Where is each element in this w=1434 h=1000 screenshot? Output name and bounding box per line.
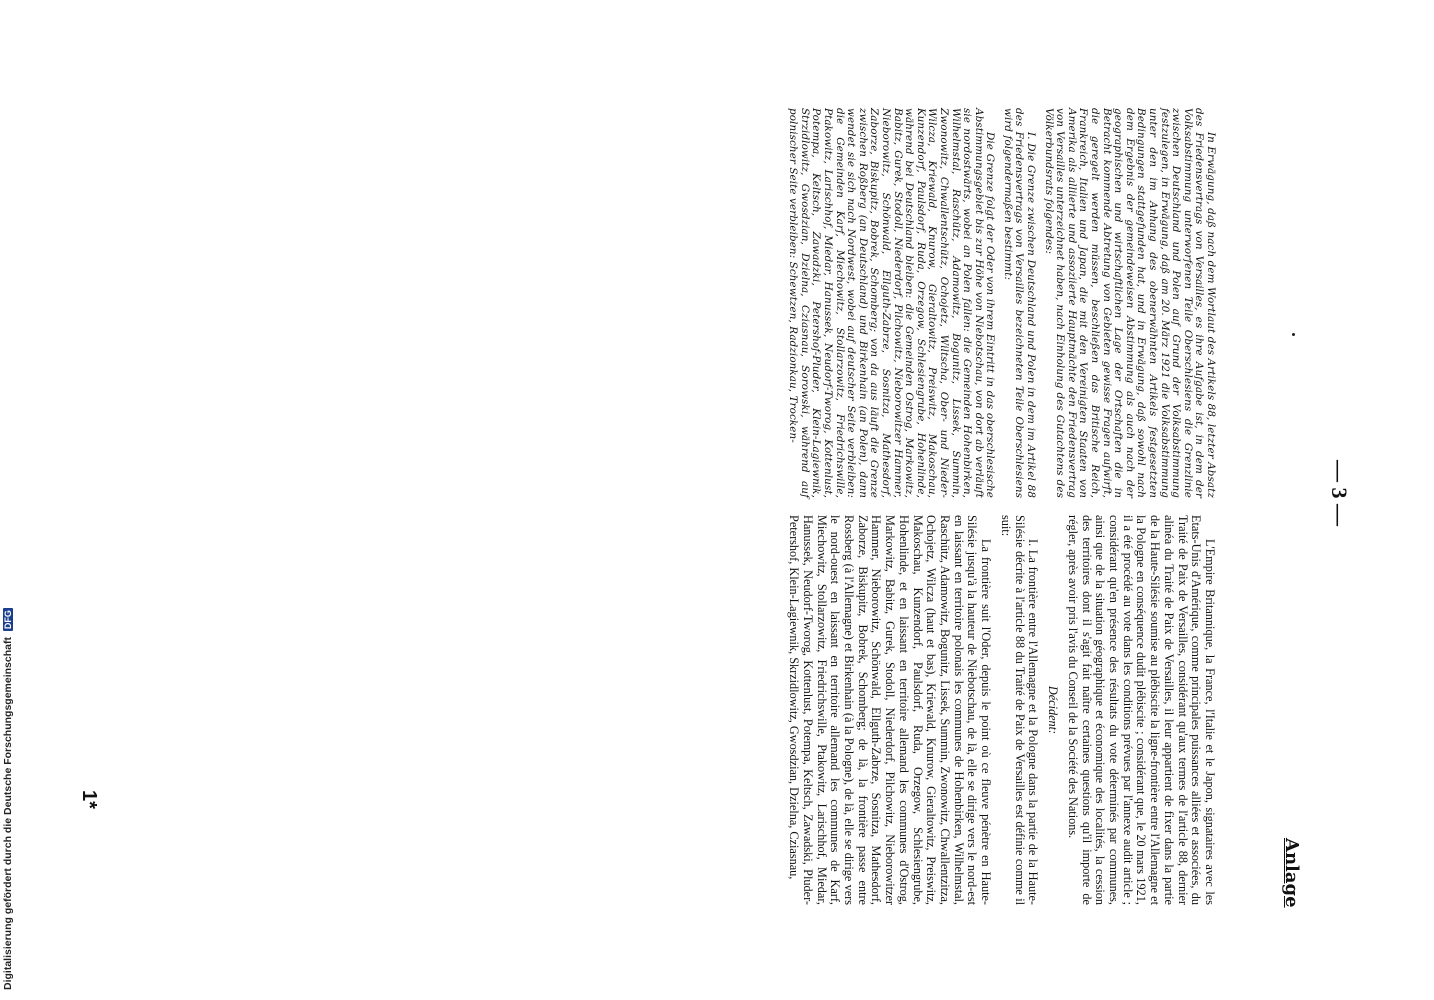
page-number: — 3 —	[1327, 460, 1352, 526]
french-article-1: I. La frontière entre l'Allemagne et la Pologne dans la partie de la Haute-Silésie décrite à l'article 88 du Traité de Paix de Versailles est définie comme il suit:	[998, 515, 1041, 905]
french-preamble: L'Empire Britannique, la France, l'Italie et le Japon, signataires avec les Etats-Unis d'Amérique, comme principales puissances alliées et associées, du Traité de Paix de Versailles, considérant qu'aux termes de l'article 88, dernier alinéa du Traité de Paix de Versailles, il leur appartient de fixer dans la partie de la Haute-Silésie soumise au plébiscite la ligne-frontière entre l'Allemagne et la Pologne en conséquence dudit plébiscite ; considérant que, le 20 mars 1921, il a été procédé au vote dans les conditions prévues par l'annexe audit article ; considérant qu'en présence des résultats du vote déterminés par communes, ainsi que de la situation géographique et économique des localités, la cession des territoires dont il s'agit fait naître certaines questions qu'il importe de régler, après avoir pris l'avis du Conseil de la Société des Nations.	[1065, 515, 1217, 905]
ink-dot	[1292, 333, 1295, 336]
french-heading: Décident:	[1046, 685, 1061, 735]
german-border-description: Die Grenze folgt der Oder von ihrem Eintritt in das oberschlesische Abstimmungsgebiet bis zur Höhe von Niebotschau, von dort ab verläuft sie nordostwärts, wobei an Polen fallen: die Gemeinden Hohenbirken, Wilhelmstal, Raschütz, Adamowitz, Bogunitz, Lissek, Summin, Zwonowitz, Chwallentschütz, Ochojetz, Wiltscha, Ober- und Nieder-Wilcza, Kriewald, Knurow, Gieraltowitz, Preiswitz, Makoschau, Kunzendorf, Paulsdorf, Ruda, Orzegow, Schlesiengrube, Hohenlinde, während bei Deutschland bleiben: die Gemeinden Ostrog, Markowitz, Babitz, Gurek, Stodoll, Niederdorf, Pilchowitz, Nieborowitzer Hammer, Nieborowitz, Schönwald, Ellguth-Zabrze, Sosnitza, Mathesdorf, Zaborze, Biskupitz, Bobrek, Schomberg; von da aus läuft die Grenze zwischen Roßberg (an Deutschland) und Birkenhain (an Polen), dann wendet sie sich nach Nordwest, wobei auf deutscher Seite verbleiben: die Gemeinden Karf, Miechowitz, Stollarzowitz, Friedrichswille, Ptakowitz, Larischhof, Miedar, Hanussek, Neudorf-Tworog, Kottenlust, Potempa, Keltsch, Zawadzki, Petershof-Pluder, Klein-Lagiewnik, Strzidlowitz, Gwosdzian, Dzielna, Cziasnau, Sorowski, während auf polnischer Seite verbleiben: Schewtzen, Radzionkau, Trocken-	[787, 108, 997, 498]
french-border-description: La frontière suit l'Oder, depuis le point où ce fleuve pénètre en Haute-Silésie jusqu'à la hauteur de Niebotschau, de là, elle se dirige vers le nord-est en laissant en territoire polonais les communes de Hohenbirken, Wilhelmstal, Raschütz, Adamowitz, Bogunitz, Lissek, Summin, Zwonowitz, Chwallentzitza, Ochojetz, Wilcza (haut et bas), Kriewald, Knurow, Gieraltowitz, Preiswitz, Makoschau, Kunzendorf, Paulsdorf, Ruda, Orzegow, Schlesiengrube, Hohenlinde, et en laissant en territoire allemand les communes d'Ostrog, Markowitz, Babitz, Gurek, Stodoll, Niederdorf, Pilchowitz, Nieborowitzer Hammer, Nieborowitz, Schönwald, Ellguth-Zabrze, Sosnitza, Mathesdorf, Zaborze, Biskupitz, Bobrek, Schomberg; de là, la frontière passe entre Rossberg (à l'Allemagne) et Birkenhain (à la Pologne), de là, elle se dirige vers le nord-ouest en laissant en territoire allemand les communes de Karf, Miechowitz, Stollarzowitz, Friedrichswille, Ptakowitz, Larischhof, Miedar, Hanussek, Neudorf-Tworog, Kottenlust, Potempa, Keltsch, Zawadski, Pluder-Petershof, Klein-Lagiewnik, Skrzidlowitz, Gwosdzian, Dzielna, Cziasnau,	[787, 515, 994, 905]
dfg-logo: DFG	[3, 610, 13, 630]
signature-mark: 1*	[78, 790, 100, 809]
german-column	[776, 108, 1216, 498]
german-article-1: I. Die Grenze zwischen Deutschland und Polen in dem im Artikel 88 des Friedensvertrags von Versailles bezeichneten Teile Oberschlesiens wird folgendermaßen bestimmt:	[1001, 108, 1038, 498]
anlage-heading: Anlage	[1281, 838, 1302, 908]
german-preamble: In Erwägung, daß nach dem Wortlaut des Artikels 88, letzter Absatz des Friedensvertrags von Versailles, es ihre Aufgabe ist, in dem der Volksabstimmung unterworfenen Teile Oberschlesiens die Grenzlinie zwischen Deutschland und Polen auf Grund der Volksabstimmung festzulegen, in Erwägung, daß am 20. März 1921 die Volksabstimmung unter den im Anhang des obenerwähnten Artikels festgesetzten Bedingungen stattgefunden hat, und in Erwägung, daß sowohl nach dem Ergebnis der gemeindeweisen Abstimmung als auch nach der geographischen und wirtschaftlichen Lage der Ortschaften die in Betracht kommende Abtretung von Gebieten gewisse Fragen aufwirft, die geregelt werden müssen, beschließen das Britische Reich, Frankreich, Italien und Japan, die mit den Vereinigten Staaten von Amerika als alliierte und assoziierte Hauptmächte den Friedensvertrag von Versailles unterzeichnet haben, nach Einholung des Gutachtens des Völkerbundsrats folgendes:	[1042, 108, 1217, 498]
credit-text: Digitalisierung gefördert durch die Deutsche Forschungsgemeinschaft	[2, 637, 14, 990]
french-column	[776, 515, 1216, 905]
